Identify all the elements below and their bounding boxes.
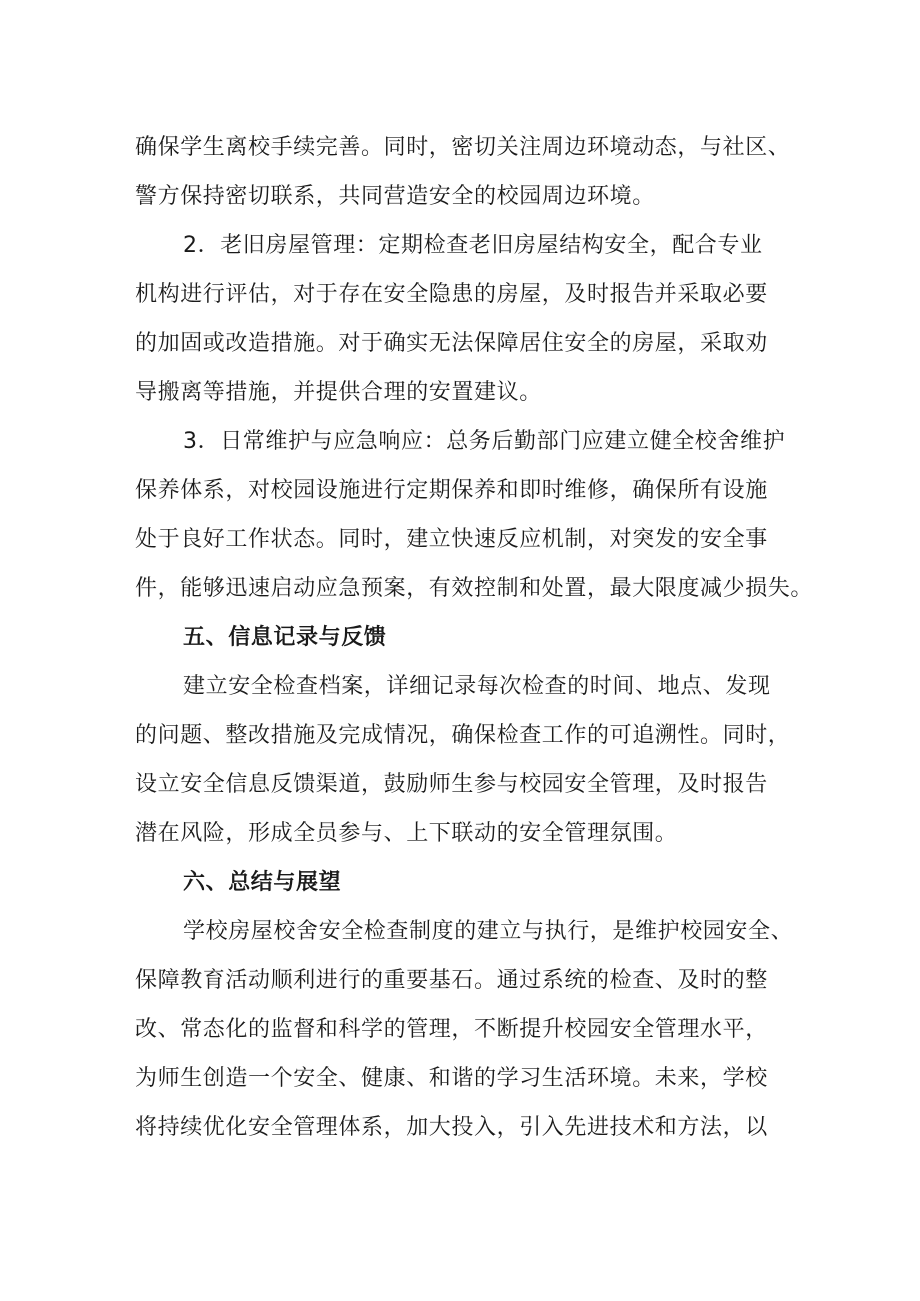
paragraph-line: 处于良好工作状态。同时，建立快速反应机制，对突发的安全事: [135, 527, 768, 552]
paragraph-line: 警方保持密切联系，共同营造安全的校园周边环境。: [135, 184, 655, 209]
section-heading-5: 五、信息记录与反馈: [183, 625, 387, 650]
paragraph-line: 件，能够迅速启动应急预案，有效控制和处置，最大限度减少损失。: [135, 576, 814, 601]
paragraph-line: 改、常态化的监督和科学的管理，不断提升校园安全管理水平，: [135, 1017, 768, 1042]
paragraph-start: 建立安全检查档案，详细记录每次检查的时间、地点、发现: [183, 674, 771, 699]
section-heading-6: 六、总结与展望: [183, 870, 342, 895]
list-item-2-start: 2．老旧房屋管理：定期检查老旧房屋结构安全，配合专业: [183, 233, 763, 258]
paragraph-line: 保养体系，对校园设施进行定期保养和即时维修，确保所有设施: [135, 478, 768, 503]
paragraph-line: 确保学生离校手续完善。同时，密切关注周边环境动态，与社区、: [135, 135, 791, 160]
paragraph-line: 将持续优化安全管理体系，加大投入，引入先进技术和方法，以: [135, 1115, 768, 1140]
paragraph-line: 潜在风险，形成全员参与、上下联动的安全管理氛围。: [135, 821, 678, 846]
paragraph-line: 机构进行评估，对于存在安全隐患的房屋，及时报告并采取必要: [135, 282, 768, 307]
paragraph-line: 的加固或改造措施。对于确实无法保障居住安全的房屋，采取劝: [135, 331, 768, 356]
paragraph-line: 的问题、整改措施及完成情况，确保检查工作的可追溯性。同时，: [135, 723, 791, 748]
list-item-3-start: 3．日常维护与应急响应：总务后勤部门应建立健全校舍维护: [183, 429, 786, 454]
paragraph-line: 为师生创造一个安全、健康、和谐的学习生活环境。未来，学校: [135, 1066, 768, 1091]
paragraph-line: 设立安全信息反馈渠道，鼓励师生参与校园安全管理，及时报告: [135, 772, 768, 797]
paragraph-line: 保障教育活动顺利进行的重要基石。通过系统的检查、及时的整: [135, 968, 768, 993]
paragraph-line: 导搬离等措施，并提供合理的安置建议。: [135, 380, 542, 405]
paragraph-start: 学校房屋校舍安全检查制度的建立与执行，是维护校园安全、: [183, 919, 794, 944]
document-body: [135, 123, 814, 1152]
